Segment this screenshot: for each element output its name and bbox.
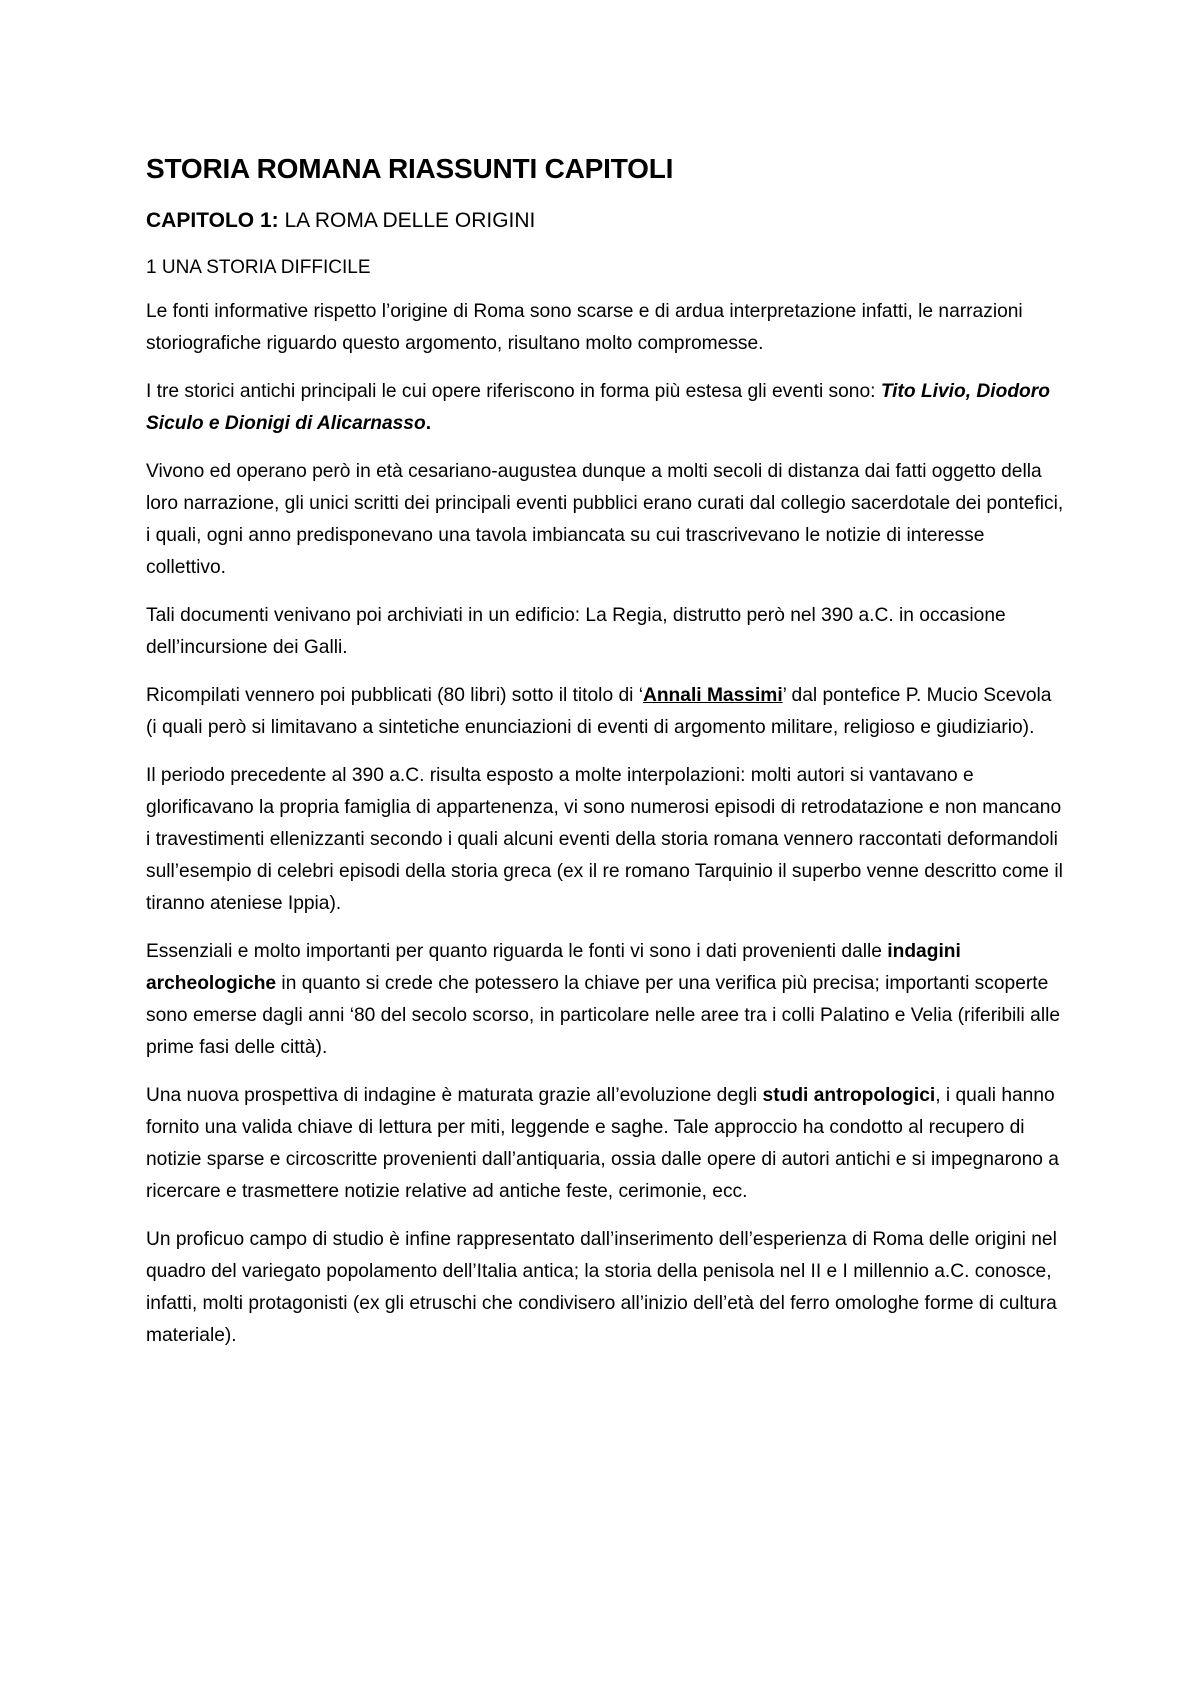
document-title: STORIA ROMANA RIASSUNTI CAPITOLI	[146, 153, 674, 184]
paragraph-interpolazioni: Il periodo precedente al 390 a.C. risulta esposto a molte interpolazioni: molti autori si vantavano e glorificavano la propria famiglia di appartenenza, vi sono numerosi episodi di retrodatazione e non mancano i travestimenti ellenizzanti secondo i quali alcuni eventi della storia romana vennero raccontati deformandoli sull’esempio di celebri episodi della storia greca (ex il re romano Tarquinio il superbo venne descritto come il tiranno ateniese Ippia).	[146, 765, 1063, 914]
historian-diodoro-dionigi: Diodoro Siculo e Dionigi di Alicarnasso	[146, 381, 1050, 434]
annali-intro: Ricompilati vennero poi pubblicati (80 libri) sotto il titolo di ‘	[146, 685, 643, 706]
indagini-archeologiche-term: indagini archeologiche	[146, 941, 961, 994]
paragraph-sources: Le fonti informative rispetto l’origine di Roma sono scarse e di ardua interpretazione infatti, le narrazioni storiografiche riguardo questo argomento, risultano molto compromesse.	[146, 301, 1023, 354]
antropologia-intro: Una nuova prospettiva di indagine è maturata grazie all’evoluzione degli	[146, 1085, 763, 1106]
annali-rest: ’ dal pontefice P. Mucio Scevola (i quali però si limitavano a sintetiche enunciazioni di eventi di argomento militare, religioso e giudiziario).	[146, 685, 1052, 738]
paragraph-archeologia	[146, 936, 1066, 1064]
chapter-heading	[146, 206, 1066, 236]
historians-end: .	[425, 413, 432, 434]
paragraph-italia-antica: Un proficuo campo di studio è infine rappresentato dall’inserimento dell’esperienza di Roma delle origini nel quadro del variegato popolamento dell’Italia antica; la storia della penisola nel II e I millennio a.C. conosce, infatti, molti protagonisti (ex gli etruschi che condivisero all’inizio dell’età del ferro omologhe forme di cultura materiale).	[146, 1229, 1057, 1346]
paragraph-pontefici: Vivono ed operano però in età cesariano-augustea dunque a molti secoli di distanza dai fatti oggetto della loro narrazione, gli unici scritti dei principali eventi pubblici erano curati dal collegio sacerdotale dei pontefici, i quali, ogni anno predisponevano una tavola imbiancata su cui trascrivevano le notizie di interesse collettivo.	[146, 461, 1064, 578]
annali-massimi-term: Annali Massimi	[642, 685, 783, 706]
studi-antropologici-term: studi antropologici	[762, 1085, 936, 1106]
antropologia-rest: , i quali hanno fornito una valida chiave di lettura per miti, leggende e saghe. Tale approccio ha condotto al recupero di notizie sparse e circoscritte provenienti dall’antiquaria, ossia dalle opere di autori antichi e si impegnarono a ricercare e trasmettere notizie relative ad antiche feste, cerimonie, ecc.	[146, 1085, 1059, 1202]
historians-intro: I tre storici antichi principali le cui opere riferiscono in forma più estesa gli eventi sono:	[146, 381, 881, 402]
archeologia-rest: in quanto si crede che potessero la chiave per una verifica più precisa; importanti scoperte sono emerse dagli anni ‘80 del secolo scorso, in particolare nelle aree tra i colli Palatino e Velia (riferibili alle prime fasi delle città).	[146, 973, 1061, 1058]
paragraph-annali	[146, 680, 1066, 744]
chapter-number: CAPITOLO 1:	[146, 209, 279, 232]
document-page	[146, 150, 1066, 1368]
historians-separator: ,	[965, 381, 977, 402]
paragraph-historians	[146, 376, 1066, 440]
chapter-name: LA ROMA DELLE ORIGINI	[278, 209, 536, 232]
section-heading: 1 UNA STORIA DIFFICILE	[146, 257, 371, 278]
archeologia-intro: Essenziali e molto importanti per quanto riguarda le fonti vi sono i dati provenienti dalle	[146, 941, 888, 962]
paragraph-regia: Tali documenti venivano poi archiviati in un edificio: La Regia, distrutto però nel 390 a.C. in occasione dell’incursione dei Galli.	[146, 605, 1006, 658]
historian-tito-livio: Tito Livio	[880, 381, 966, 402]
paragraph-antropologia	[146, 1080, 1066, 1208]
